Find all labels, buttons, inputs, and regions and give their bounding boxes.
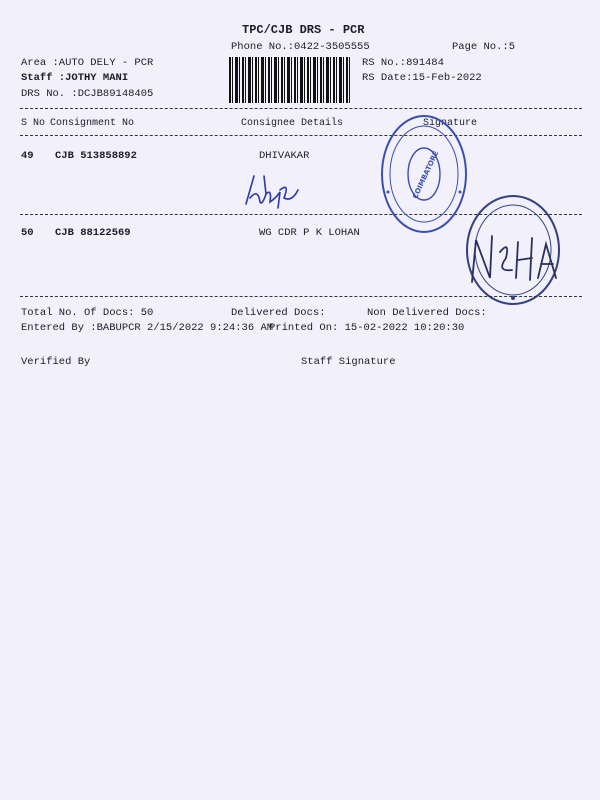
row-49-sno: 49: [21, 150, 34, 162]
staff-signature-label: Staff Signature: [301, 356, 396, 368]
row-50-consignee: WG CDR P K LOHAN: [259, 227, 360, 239]
column-header-consignment: Consignment No: [50, 118, 135, 129]
column-header-sno: S No: [21, 118, 46, 129]
delivered-docs: Delivered Docs:: [231, 307, 326, 319]
row-49-signature: [240, 168, 310, 214]
staff-name: Staff :JOTHY MANI: [21, 72, 129, 84]
rs-date: RS Date:15-Feb-2022: [362, 72, 482, 84]
drs-number: DRS No. :DCJB89148405: [21, 88, 154, 100]
entered-by: Entered By :BABUPCR 2/15/2022 9:24:36 AM: [21, 322, 274, 334]
row-50-consignment: CJB 88122569: [55, 227, 131, 239]
column-header-consignee: Consignee Details: [241, 118, 344, 129]
column-header-signature: Signature: [423, 118, 478, 129]
area-label: Area :AUTO DELY - PCR: [21, 57, 154, 69]
page-number: Page No.:5: [452, 41, 516, 53]
row-50-sno: 50: [21, 227, 34, 239]
divider: [20, 296, 582, 297]
svg-text:COIMBATORE: COIMBATORE: [411, 149, 441, 200]
document-title: TPC/CJB DRS - PCR: [242, 23, 365, 37]
verified-by-label: Verified By: [21, 356, 91, 368]
phone-number: Phone No.:0422-3505555: [231, 41, 370, 53]
non-delivered-docs: Non Delivered Docs:: [367, 307, 487, 319]
row-49-consignment: CJB 513858892: [55, 150, 137, 162]
divider: [20, 135, 582, 136]
total-docs: Total No. Of Docs: 50: [21, 307, 154, 319]
rs-number: RS No.:891484: [362, 57, 444, 69]
barcode: [229, 57, 352, 103]
row-49-consignee: DHIVAKAR: [259, 150, 310, 162]
divider: [20, 108, 582, 109]
row-50-signature: [466, 222, 566, 292]
company-seal-stamp: [378, 112, 470, 236]
printed-on: Printed On: 15-02-2022 10:20:30: [269, 322, 465, 334]
